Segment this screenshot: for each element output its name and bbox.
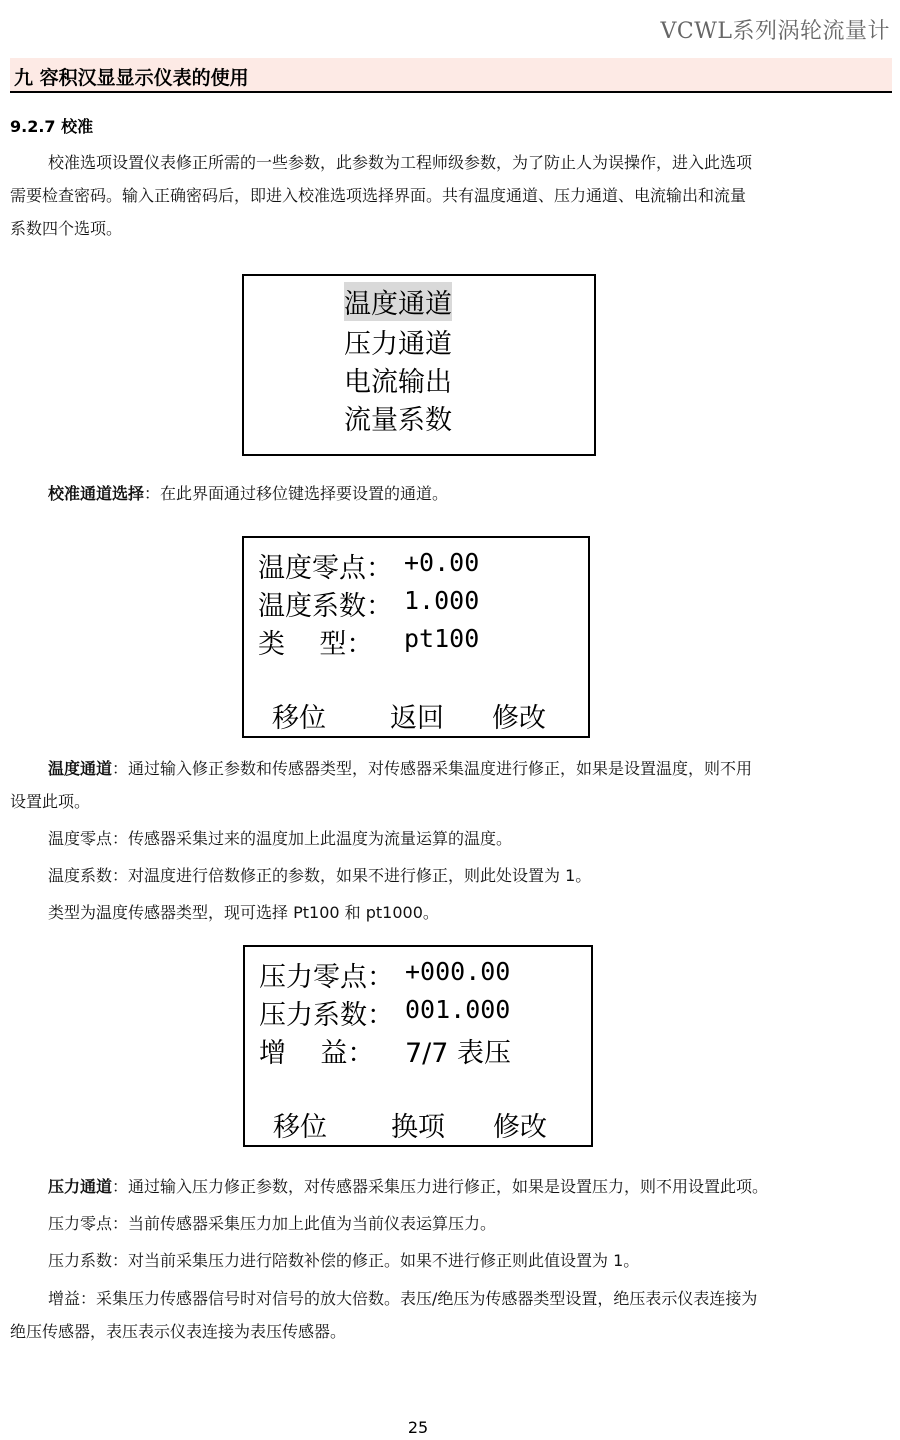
pressure-desc-line [48,1174,768,1197]
pressure-modify-softkey: 修改 [493,1112,547,1143]
pressure-gain-value: 7/7 表压 [405,1038,512,1069]
gain-desc-line-1: 增益：采集压力传感器信号时对信号的放大倍数。表压/绝压为传感器类型设置，绝压表示仪表连接为 [48,1289,758,1308]
section-title: 九 容积汉显显示仪表的使用 [14,67,249,89]
pressure-switch-softkey: 换项 [391,1112,445,1143]
temp-desc-line-2: 设置此项。 [10,792,91,811]
pressure-desc-text: ：通过输入压力修正参数，对传感器采集压力进行修正，如果是设置压力，则不用设置此项。 [112,1177,769,1196]
pressure-gain-label: 增 益： [259,1038,375,1069]
section-header-bar [10,58,892,93]
temp-zero-label: 温度零点： [258,553,393,584]
menu-item-current-output: 电流输出 [344,367,452,398]
temp-coef-value: 1.000 [404,586,480,615]
channel-select-text: ：在此界面通过移位键选择要设置的通道。 [144,484,449,503]
intro-line-1: 校准选项设置仪表修正所需的一些参数，此参数为工程师级参数，为了防止人为误操作，进入此选项 [48,153,753,172]
pressure-channel-screen [243,945,593,1147]
pressure-zero-value: +000.00 [405,957,511,986]
menu-item-temperature-channel: 温度通道 [344,282,452,321]
gain-desc-line-2: 绝压传感器，表压表示仪表连接为表压传感器。 [10,1322,347,1341]
pressure-shift-softkey: 移位 [273,1112,327,1143]
temp-type-label: 类 型： [258,629,374,660]
menu-item-pressure-channel: 压力通道 [344,329,452,360]
menu-item-flow-coefficient: 流量系数 [344,405,452,436]
temp-coef-desc: 温度系数：对温度进行倍数修正的参数，如果不进行修正，则此处设置为 1。 [48,866,592,885]
temp-type-desc: 类型为温度传感器类型，现可选择 Pt100 和 pt1000。 [48,903,439,922]
channel-select-label: 校准通道选择 [48,484,145,503]
pressure-coef-desc: 压力系数：对当前采集压力进行陪数补偿的修正。如果不进行修正则此值设置为 1。 [48,1251,640,1270]
calibration-menu-screen [242,274,596,456]
temp-desc-label: 温度通道 [48,759,113,778]
document-header: VCWL系列涡轮流量计 [660,19,890,44]
pressure-zero-desc: 压力零点：当前传感器采集压力加上此值为当前仪表运算压力。 [48,1214,497,1233]
channel-select-line [48,481,448,504]
pressure-coef-value: 001.000 [405,995,511,1024]
intro-line-3: 系数四个选项。 [10,219,123,238]
temp-coef-label: 温度系数： [258,591,393,622]
temp-desc-line-1 [48,756,752,779]
pressure-desc-label: 压力通道 [48,1177,113,1196]
temp-zero-value: +0.00 [404,548,480,577]
subsection-title: 9.2.7 校准 [10,117,94,136]
pressure-coef-label: 压力系数： [259,1000,394,1031]
temperature-channel-screen [242,536,590,738]
intro-line-2: 需要检查密码。输入正确密码后，即进入校准选项选择界面。共有温度通道、压力通道、电流输出和流量 [10,186,747,205]
temp-desc-text: ：通过输入修正参数和传感器类型，对传感器采集温度进行修正，如果是设置温度，则不用 [112,759,753,778]
temp-modify-softkey: 修改 [492,703,546,734]
pressure-zero-label: 压力零点： [259,962,394,993]
page-number: 25 [407,1418,429,1437]
temp-shift-softkey: 移位 [272,703,326,734]
temp-back-softkey: 返回 [390,703,444,734]
temp-zero-desc: 温度零点：传感器采集过来的温度加上此温度为流量运算的温度。 [48,829,513,848]
temp-type-value: pt100 [404,624,480,653]
